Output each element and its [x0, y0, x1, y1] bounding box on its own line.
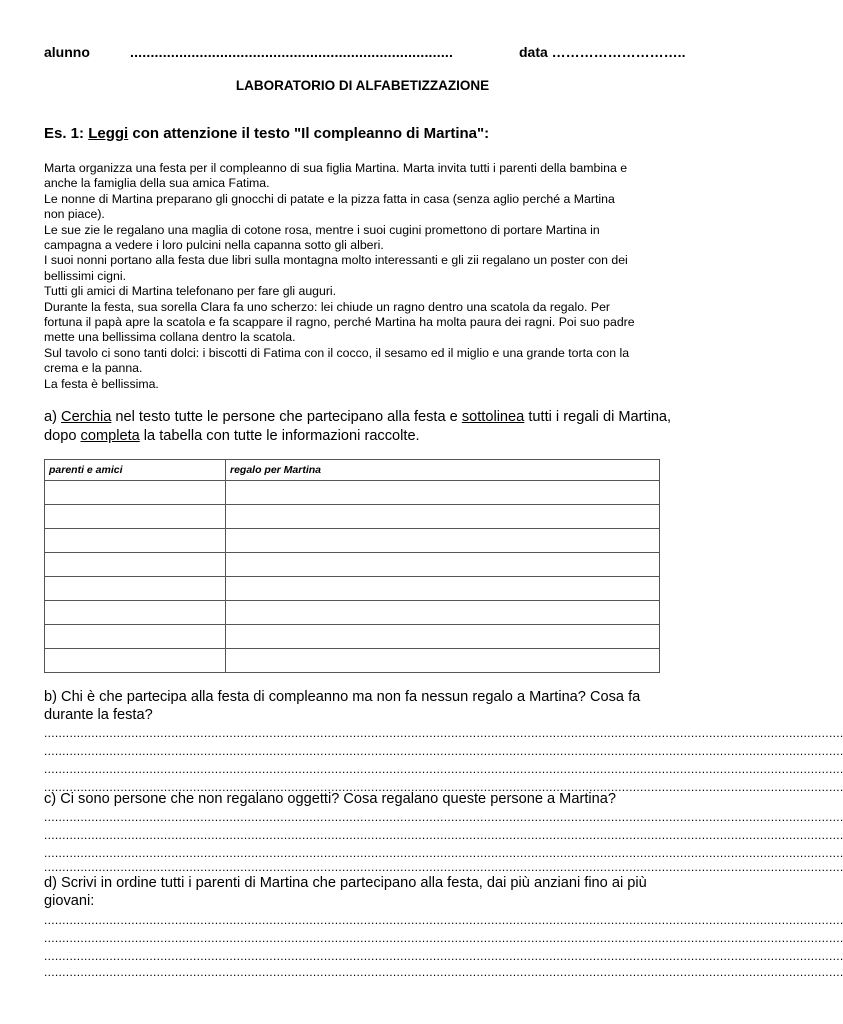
- data-label[interactable]: data ………………………..: [519, 44, 686, 60]
- table-row: [45, 481, 660, 505]
- table-row: [45, 505, 660, 529]
- table-cell-regalo[interactable]: [226, 601, 660, 625]
- exercise-1-heading: [44, 125, 489, 142]
- question-a-text: tutti i regali di Martina,: [524, 409, 672, 425]
- table-row: [45, 649, 660, 673]
- answer-line-d-1[interactable]: ............................................................................................................................................................................................................................: [44, 913, 843, 927]
- table-row: [45, 577, 660, 601]
- story-line: I suoi nonni portano alla festa due libri sulla montagna molto interessanti e gli zii regalano un poster con dei: [44, 253, 628, 268]
- table-cell-regalo[interactable]: [226, 505, 660, 529]
- info-table: [44, 459, 660, 673]
- story-line: crema e la panna.: [44, 361, 143, 376]
- question-a-text: dopo: [44, 427, 81, 444]
- question-a-keyword-sottolinea: sottolinea: [461, 409, 525, 425]
- page-title: LABORATORIO DI ALFABETIZZAZIONE: [235, 78, 490, 93]
- story-line: fortuna il papà apre la scatola e fa scappare il ragno, perché Martina ha molta paura dei ragni. Poi suo padre: [44, 315, 635, 330]
- answer-line-b-1[interactable]: ............................................................................................................................................................................................................................: [44, 726, 843, 740]
- table-cell-regalo[interactable]: [226, 529, 660, 553]
- answer-line-c-3[interactable]: ............................................................................................................................................................................................................................: [44, 846, 843, 860]
- table-row: [45, 601, 660, 625]
- story-line: Le nonne di Martina preparano gli gnocchi di patate e la pizza fatta in casa (senza aglio perché a Martina: [44, 191, 615, 206]
- story-line: non piace).: [44, 207, 105, 222]
- answer-line-c-2[interactable]: ............................................................................................................................................................................................................................: [44, 828, 843, 842]
- answer-line-b-4[interactable]: ............................................................................................................................................................................................................................: [44, 780, 843, 794]
- answer-line-d-3[interactable]: ............................................................................................................................................................................................................................: [44, 949, 843, 963]
- story-line: La festa è bellissima.: [44, 376, 159, 391]
- answer-line-b-2[interactable]: ............................................................................................................................................................................................................................: [44, 744, 843, 758]
- question-d-line-1: d) Scrivi in ordine tutti i parenti di Martina che partecipano alla festa, dai più anziani fino ai più: [44, 875, 647, 891]
- answer-line-d-4[interactable]: ............................................................................................................................................................................................................................: [44, 965, 843, 979]
- table-header-regalo: regalo per Martina: [226, 460, 660, 481]
- question-a: [44, 408, 671, 445]
- story-line: Tutti gli amici di Martina telefonano per fare gli auguri.: [44, 284, 337, 299]
- question-a-text: a): [44, 409, 62, 425]
- answer-line-b-3[interactable]: ............................................................................................................................................................................................................................: [44, 762, 843, 776]
- question-d-line-2: giovani:: [44, 893, 95, 909]
- story-line: Sul tavolo ci sono tanti dolci: i biscotti di Fatima con il cocco, il sesamo ed il miglio e una grande torta con la: [44, 345, 630, 360]
- table-cell-parenti[interactable]: [45, 553, 226, 577]
- question-b-line-1: b) Chi è che partecipa alla festa di compleanno ma non fa nessun regalo a Martina? Cosa fa: [44, 689, 641, 705]
- answer-line-d-2[interactable]: ............................................................................................................................................................................................................................: [44, 931, 843, 945]
- question-b-line-2: durante la festa?: [44, 707, 153, 723]
- table-row: [45, 529, 660, 553]
- question-d: [44, 874, 647, 910]
- exercise-1-verb: Leggi: [88, 125, 129, 142]
- story-line: Marta organizza una festa per il compleanno di sua figlia Martina. Marta invita tutti i parenti della bambina e: [44, 161, 628, 175]
- story-line: bellissimi cigni.: [44, 268, 127, 283]
- table-cell-parenti[interactable]: [45, 529, 226, 553]
- table-cell-regalo[interactable]: [226, 553, 660, 577]
- table-cell-parenti[interactable]: [45, 625, 226, 649]
- table-cell-regalo[interactable]: [226, 625, 660, 649]
- alunno-name-line[interactable]: ...............................................................................: [130, 44, 454, 60]
- table-cell-parenti[interactable]: [45, 649, 226, 673]
- question-b: [44, 688, 640, 724]
- question-c-line-1: c) Ci sono persone che non regalano oggetti? Cosa regalano queste persone a Martina?: [44, 791, 616, 807]
- question-a-line-2: [44, 427, 671, 446]
- exercise-1-prefix: Es. 1:: [44, 125, 89, 142]
- question-a-line-1: [44, 408, 671, 427]
- story-line: Le sue zie le regalano una maglia di cotone rosa, mentre i suoi cugini promettono di portare Martina in: [44, 222, 600, 237]
- exercise-1-rest: con attenzione il testo "Il compleanno di Martina":: [128, 125, 490, 142]
- table-cell-parenti[interactable]: [45, 505, 226, 529]
- alunno-label: alunno: [44, 44, 90, 60]
- table-cell-parenti[interactable]: [45, 577, 226, 601]
- table-cell-regalo[interactable]: [226, 481, 660, 505]
- answer-line-c-1[interactable]: ............................................................................................................................................................................................................................: [44, 810, 843, 824]
- table-row: [45, 553, 660, 577]
- table-cell-regalo[interactable]: [226, 649, 660, 673]
- story-text: [44, 161, 694, 392]
- story-line: anche la famiglia della sua amica Fatima.: [44, 176, 270, 191]
- story-line: Durante la festa, sua sorella Clara fa uno scherzo: lei chiude un ragno dentro una scatola da regalo. Per: [44, 299, 610, 314]
- table-row: [45, 625, 660, 649]
- table-cell-parenti[interactable]: [45, 481, 226, 505]
- table-cell-parenti[interactable]: [45, 601, 226, 625]
- question-a-keyword-completa: completa: [80, 427, 140, 444]
- question-a-keyword-cerchia: Cerchia: [61, 409, 112, 425]
- table-cell-regalo[interactable]: [226, 577, 660, 601]
- question-c: [44, 790, 616, 808]
- table-header-parenti: parenti e amici: [45, 460, 226, 481]
- story-line: campagna a vedere i loro pulcini nella capanna sotto gli alberi.: [44, 238, 384, 253]
- table-header-row: [45, 460, 660, 481]
- question-a-text: la tabella con tutte le informazioni raccolte.: [139, 427, 420, 444]
- question-a-text: nel testo tutte le persone che partecipano alla festa e: [111, 409, 462, 425]
- answer-line-c-4[interactable]: ............................................................................................................................................................................................................................: [44, 860, 843, 874]
- story-line: mette una bellissima collana dentro la scatola.: [44, 330, 296, 345]
